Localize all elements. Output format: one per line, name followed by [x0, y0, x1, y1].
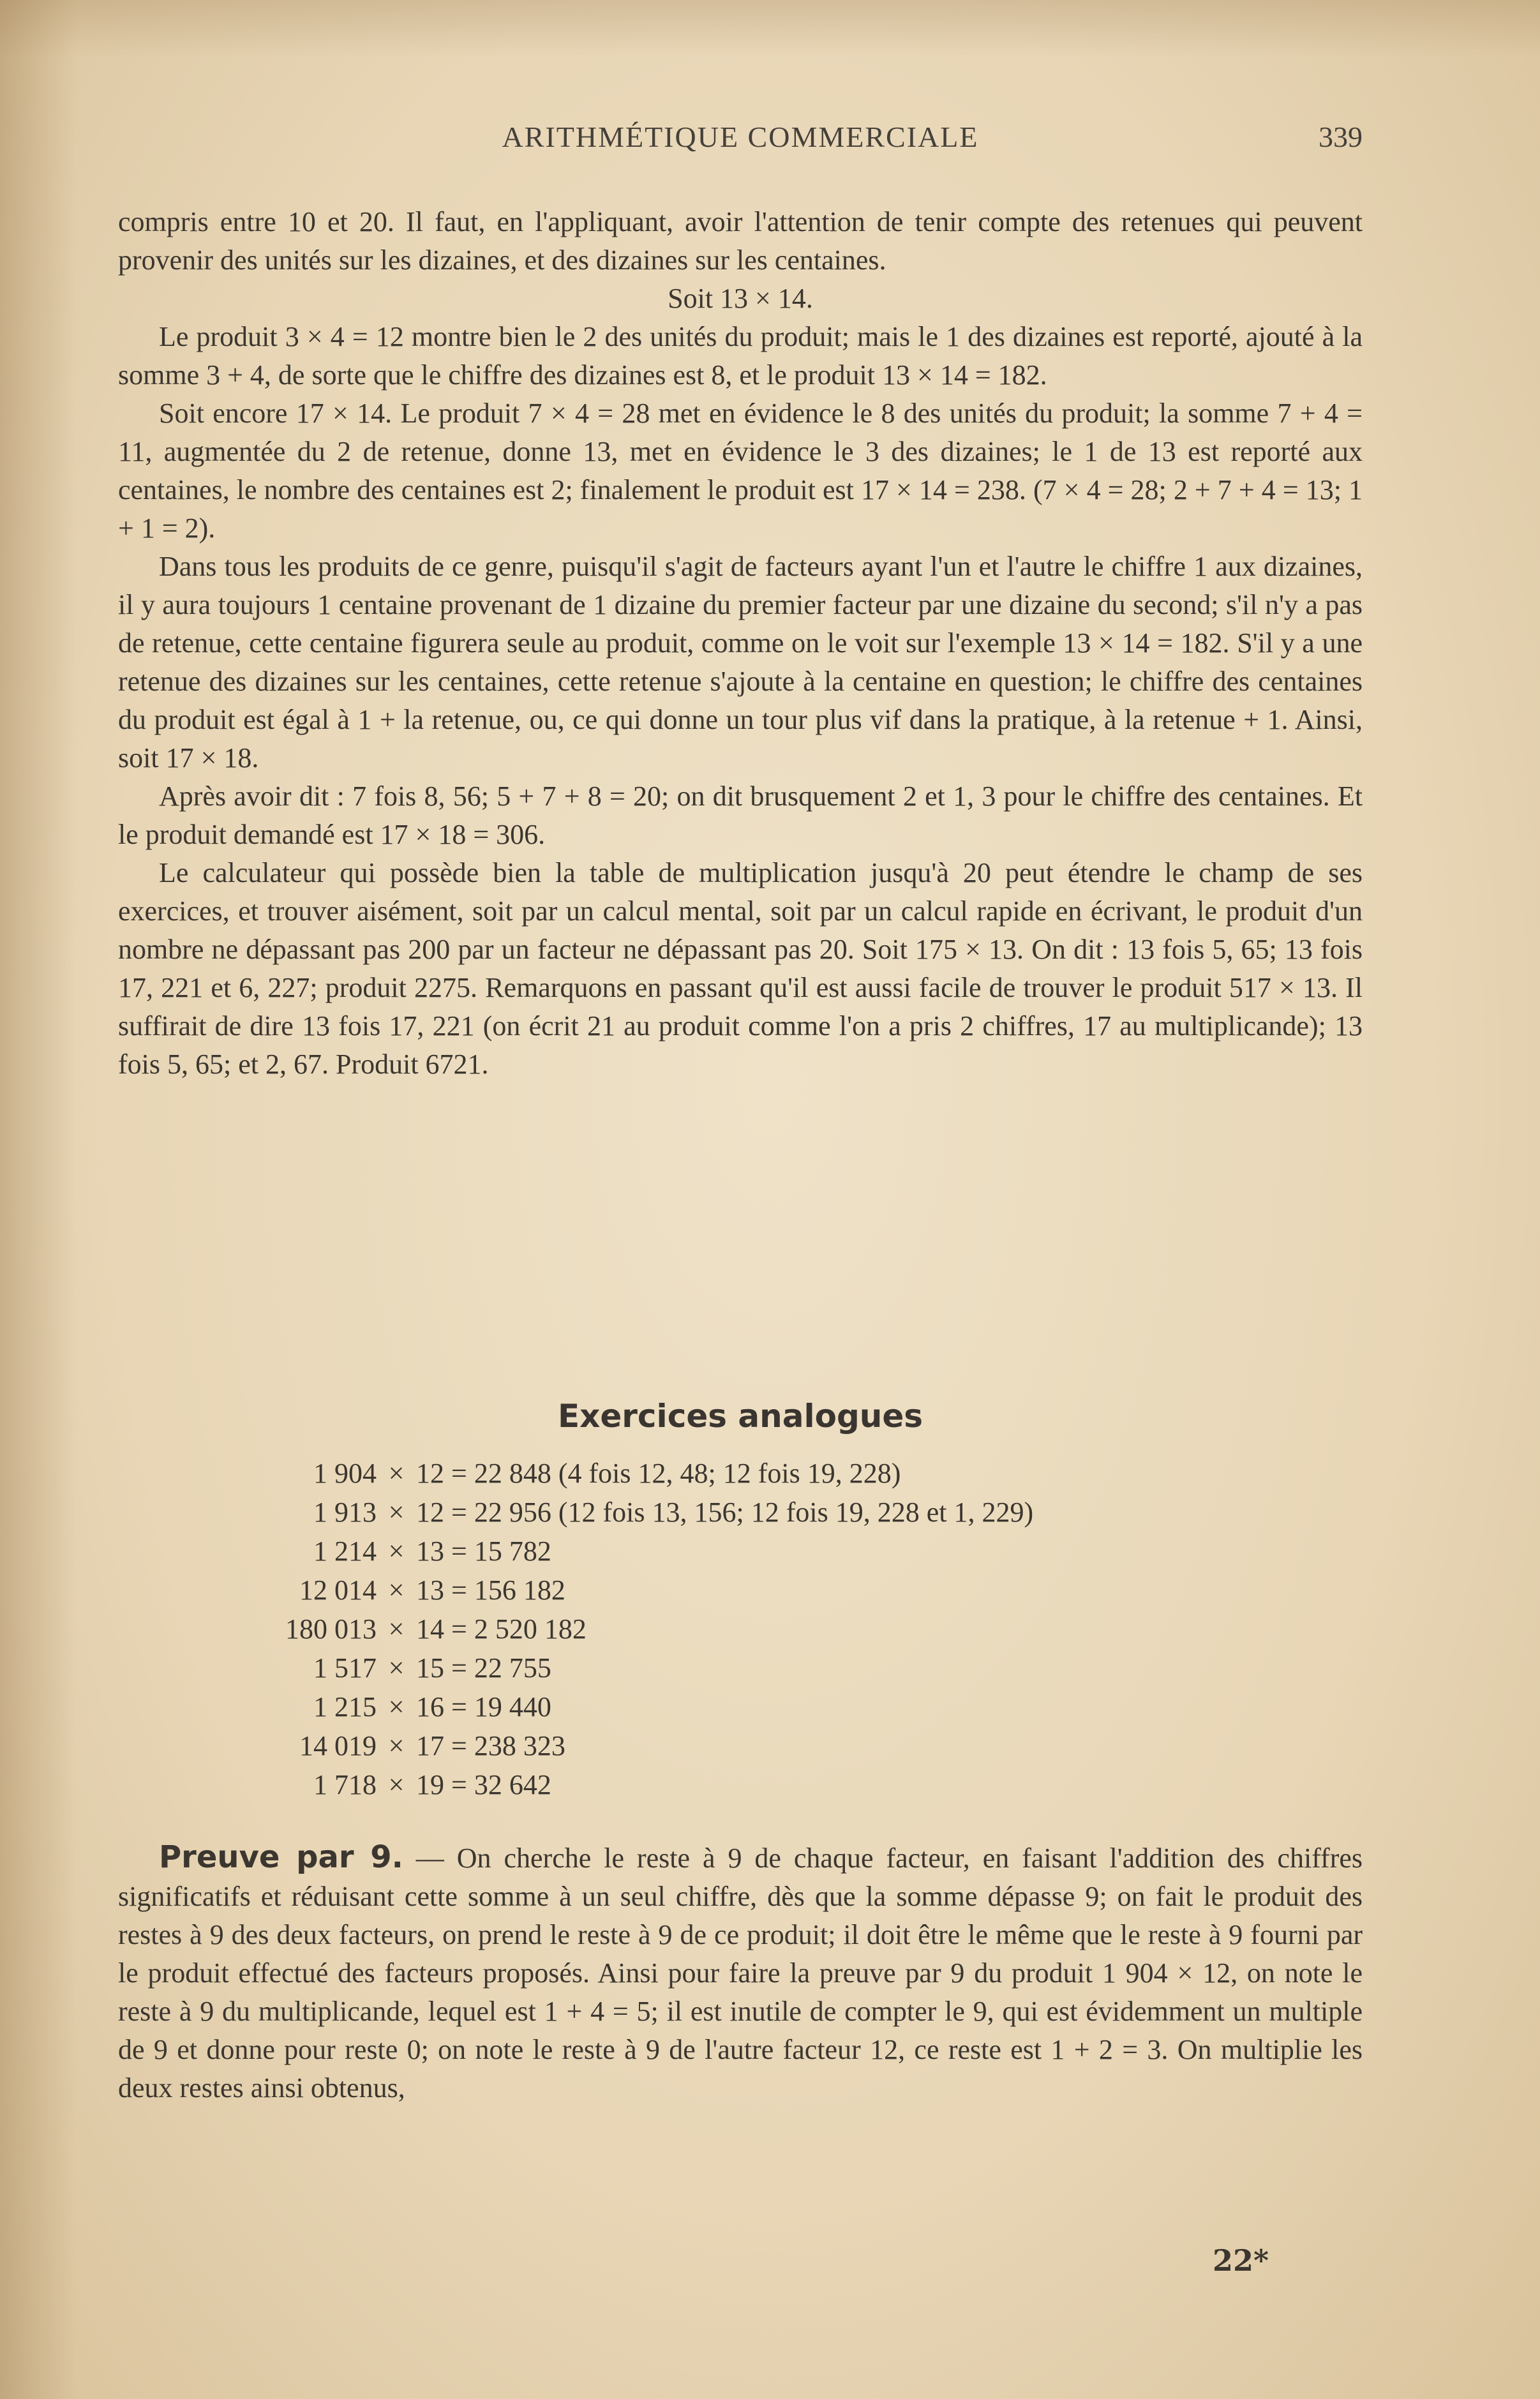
times-sign: ×: [388, 1691, 405, 1723]
exercise-left: 12 014: [299, 1574, 377, 1606]
paragraph-1: compris entre 10 et 20. Il faut, en l'appliquant, avoir l'attention de tenir compte des retenues qui peuvent provenir des unités sur les dizaines, et des dizaines sur les centaines.: [118, 206, 1363, 276]
paragraph-6: Après avoir dit : 7 fois 8, 56; 5 + 7 + 8 = 20; on dit brusquement 2 et 1, 3 pour le chiffre des centaines. Et le produit demandé est 17 × 18 = 306.: [118, 781, 1363, 850]
proof-section: [118, 1838, 1363, 2107]
paragraph-2: Soit 13 × 14.: [668, 283, 813, 314]
paragraph-7: Le calculateur qui possède bien la table de multiplication jusqu'à 20 peut étendre le champ de ses exercices, et trouver aisément, soit par un calcul mental, soit par un calcul rapide en écrivant, le produit d'un nombre ne dépassant pas 200 par un facteur ne dépassant pas 20. Soit 175 × 13. On dit : 13 fois 5, 65; 13 fois 17, 221 et 6, 227; produit 2275. Remarquons en passant qu'il est aussi facile de trouver le produit 517 × 13. Il suffirait de dire 13 fois 17, 221 (on écrit 21 au produit comme l'on a pris 2 chiffres, 17 au multiplicande); 13 fois 5, 65; et 2, 67. Produit 6721.: [118, 857, 1363, 1080]
exercise-left: 1 215: [313, 1691, 377, 1723]
proof-text: — On cherche le reste à 9 de chaque facteur, en faisant l'addition des chiffres significatifs et réduisant cette somme à un seul chiffre, dès que la somme dépasse 9; on fait le produit des restes à 9 des deux facteurs, on prend le reste à 9 de ce produit; il doit être le même que le reste à 9 fourni par le produit effectué des facteurs proposés. Ainsi pour faire la preuve par 9 du produit 1 904 × 12, on note le reste à 9 du multiplicande, lequel est 1 + 4 = 5; il est inutile de compter le 9, qui est évidemment un multiple de 9 et donne pour reste 0; on note le reste à 9 de l'autre facteur 12, ce reste est 1 + 2 = 3. On multiplie les deux restes ainsi obtenus,: [118, 1842, 1363, 2104]
exercise-row: [211, 1687, 1359, 1726]
proof-heading: Preuve par 9.: [159, 1839, 403, 1875]
exercise-left: 14 019: [299, 1730, 377, 1761]
exercise-row: [211, 1610, 1359, 1648]
exercise-left: 180 013: [285, 1613, 377, 1645]
times-sign: ×: [388, 1458, 405, 1489]
body-text: [118, 203, 1363, 1084]
page-shadow-left: [0, 0, 77, 2399]
exercise-row: [211, 1454, 1359, 1493]
times-sign: ×: [388, 1652, 405, 1684]
exercise-right: 12 = 22 848 (4 fois 12, 48; 12 fois 19, 228): [416, 1458, 901, 1489]
exercise-row: [211, 1493, 1359, 1532]
times-sign: ×: [388, 1536, 405, 1567]
exercise-left: 1 214: [313, 1536, 377, 1567]
exercise-right: 16 = 19 440: [416, 1691, 551, 1723]
exercise-left: 1 517: [313, 1652, 377, 1684]
exercise-right: 15 = 22 755: [416, 1652, 551, 1684]
exercise-right: 13 = 15 782: [416, 1536, 551, 1567]
exercise-row: [211, 1726, 1359, 1765]
times-sign: ×: [388, 1613, 405, 1645]
proof-paragraph: [118, 1838, 1363, 2107]
exercise-left: 1 913: [313, 1497, 377, 1528]
exercise-left: 1 718: [313, 1769, 377, 1800]
exercise-left: 1 904: [313, 1458, 377, 1489]
paragraph-5: Dans tous les produits de ce genre, puisqu'il s'agit de facteurs ayant l'un et l'autre le chiffre 1 aux dizaines, il y aura toujours 1 centaine provenant de 1 dizaine du premier facteur par une dizaine du second; s'il n'y a pas de retenue, cette centaine figurera seule au produit, comme on le voit sur l'exemple 13 × 14 = 182. S'il y a une retenue des dizaines sur les centaines, cette retenue s'ajoute à la centaine en question; le chiffre des centaines du produit est égal à 1 + la retenue, ou, ce qui donne un tour plus vif dans la pratique, à la retenue + 1. Ainsi, soit 17 × 18.: [118, 551, 1363, 774]
exercise-right: 19 = 32 642: [416, 1769, 551, 1800]
exercise-row: [211, 1765, 1359, 1804]
signature-mark: 22*: [1213, 2243, 1269, 2278]
exercise-right: 14 = 2 520 182: [416, 1613, 587, 1645]
page-shadow-top: [0, 0, 1540, 57]
exercise-row: [211, 1571, 1359, 1610]
times-sign: ×: [388, 1574, 405, 1606]
exercise-right: 12 = 22 956 (12 fois 13, 156; 12 fois 19, 228 et 1, 229): [416, 1497, 1034, 1528]
running-title: ARITHMÉTIQUE COMMERCIALE: [502, 121, 979, 153]
exercise-row: [211, 1532, 1359, 1571]
paragraph-4: Soit encore 17 × 14. Le produit 7 × 4 = 28 met en évidence le 8 des unités du produit; la somme 7 + 4 = 11, augmentée du 2 de retenue, donne 13, met en évidence le 3 des dizaines; le 1 de 13 est reporté aux centaines, le nombre des centaines est 2; finalement le produit est 17 × 14 = 238. (7 × 4 = 28; 2 + 7 + 4 = 13; 1 + 1 = 2).: [118, 398, 1363, 544]
times-sign: ×: [388, 1769, 405, 1800]
times-sign: ×: [388, 1730, 405, 1761]
exercise-right: 17 = 238 323: [416, 1730, 565, 1761]
exercises-title: Exercices analogues: [557, 1398, 923, 1435]
paragraph-3: Le produit 3 × 4 = 12 montre bien le 2 des unités du produit; mais le 1 des dizaines est reporté, ajouté à la somme 3 + 4, de sorte que le chiffre des dizaines est 8, et le produit 13 × 14 = 182.: [118, 321, 1363, 391]
times-sign: ×: [388, 1497, 405, 1528]
page-header: [118, 120, 1363, 165]
exercise-row: [211, 1648, 1359, 1687]
page-number: 339: [1319, 121, 1363, 153]
exercises-list: [211, 1454, 1359, 1804]
exercise-right: 13 = 156 182: [416, 1574, 565, 1606]
